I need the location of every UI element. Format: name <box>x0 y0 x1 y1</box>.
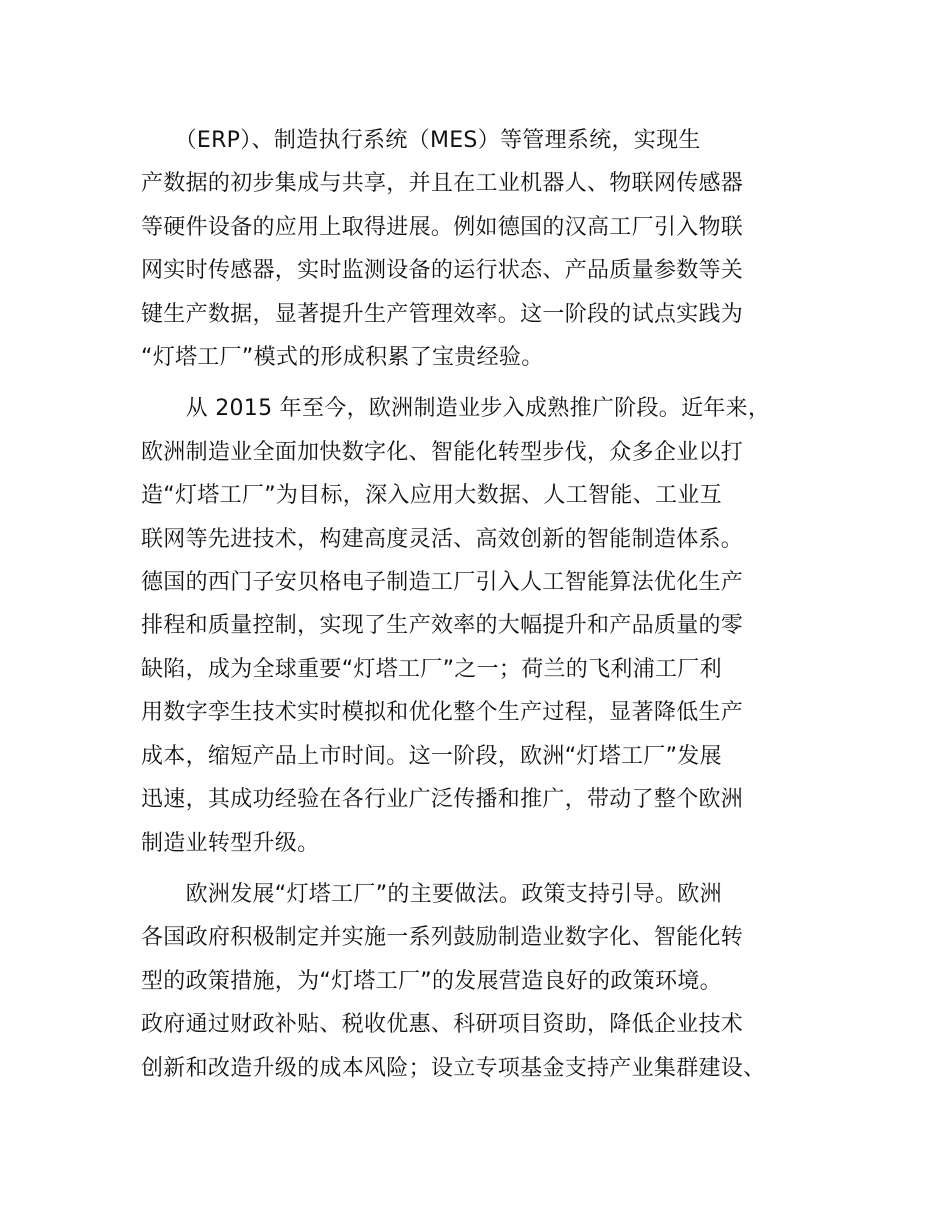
text-line: 等硬件设备的应用上取得进展。例如德国的汉高工厂引入物联 <box>141 214 744 240</box>
paragraph-policy-support <box>141 873 831 1090</box>
text-line: 从 2015 年至今，欧洲制造业步入成熟推广阶段。近年来， <box>141 396 771 422</box>
text-line: 迅速，其成功经验在各行业广泛传播和推广，带动了整个欧洲 <box>141 787 744 813</box>
text-line: 缺陷，成为全球重要“灯塔工厂”之一；荷兰的飞利浦工厂利 <box>141 656 722 682</box>
text-line: 型的政策措施，为“灯塔工厂”的发展营造良好的政策环境。 <box>141 968 722 994</box>
text-line: 排程和质量控制，实现了生产效率的大幅提升和产品质量的零 <box>141 613 744 639</box>
text-line: 造“灯塔工厂”为目标，深入应用大数据、人工智能、工业互 <box>141 483 722 509</box>
text-line: 欧洲发展“灯塔工厂”的主要做法。政策支持引导。欧洲 <box>141 881 722 907</box>
text-line: 欧洲制造业全面加快数字化、智能化转型步伐，众多企业以打 <box>141 439 744 465</box>
text-line: 用数字孪生技术实时模拟和优化整个生产过程，显著降低生产 <box>141 700 744 726</box>
document-page <box>141 119 831 1090</box>
paragraph-mature-promotion-stage <box>141 387 831 864</box>
text-line: 制造业转型升级。 <box>141 830 320 856</box>
text-line: 联网等先进技术，构建高度灵活、高效创新的智能制造体系。 <box>141 526 744 552</box>
text-line: “灯塔工厂”模式的形成积累了宝贵经验。 <box>141 345 544 371</box>
text-line: 政府通过财政补贴、税收优惠、科研项目资助，降低企业技术 <box>141 1012 744 1038</box>
paragraph-erp-mes-pilot <box>141 119 831 379</box>
text-line: 各国政府积极制定并实施一系列鼓励制造业数字化、智能化转 <box>141 925 744 951</box>
text-line: （ERP）、制造执行系统（MES）等管理系统，实现生 <box>141 128 701 153</box>
text-line: 产数据的初步集成与共享，并且在工业机器人、物联网传感器 <box>141 171 744 197</box>
text-line: 创新和改造升级的成本风险；设立专项基金支持产业集群建设、 <box>141 1055 766 1081</box>
text-line: 成本，缩短产品上市时间。这一阶段，欧洲“灯塔工厂”发展 <box>141 743 722 769</box>
text-line: 键生产数据，显著提升生产管理效率。这一阶段的试点实践为 <box>141 301 744 327</box>
text-line: 网实时传感器，实时监测设备的运行状态、产品质量参数等关 <box>141 258 744 284</box>
text-line: 德国的西门子安贝格电子制造工厂引入人工智能算法优化生产 <box>141 570 744 596</box>
